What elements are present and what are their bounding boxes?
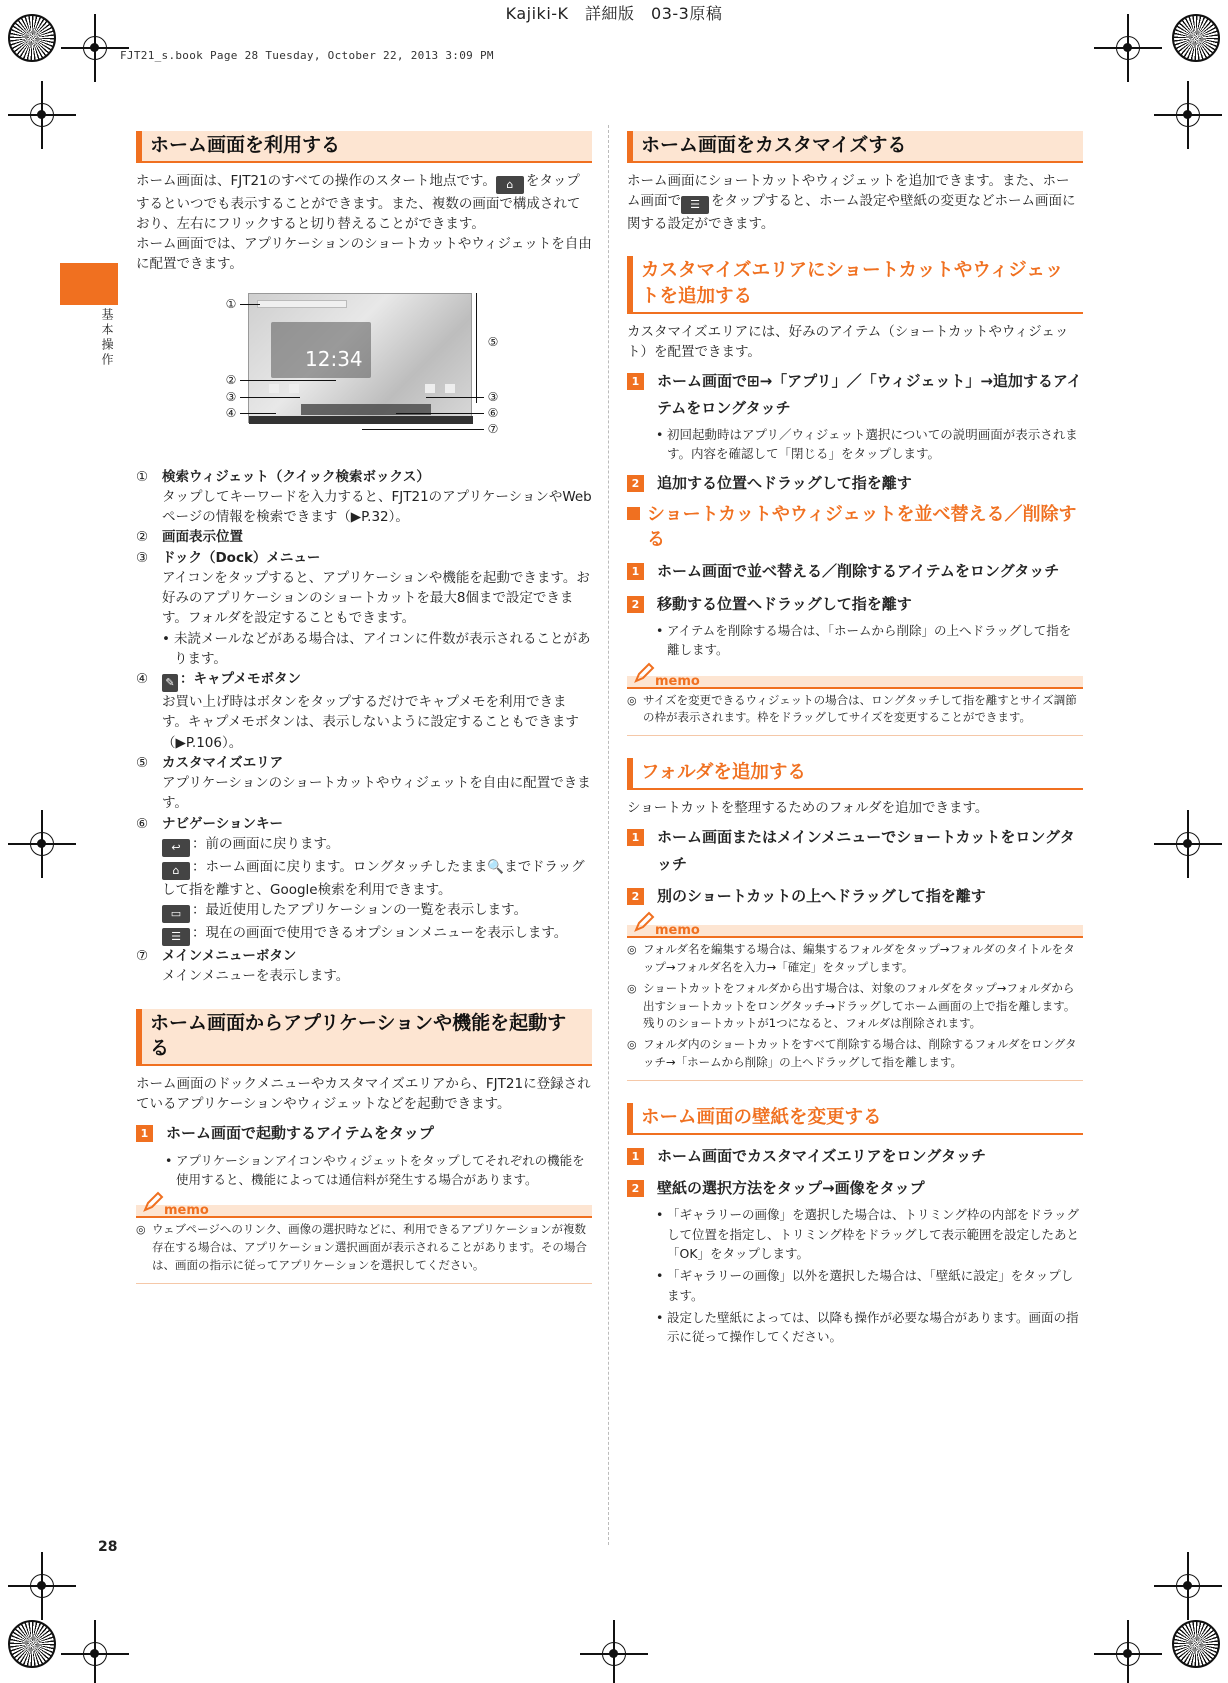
item-number: ④ — [136, 671, 149, 688]
crop-mark — [22, 824, 62, 864]
square-marker — [627, 507, 640, 520]
step-number: 1 — [627, 563, 644, 580]
text: ホーム画面にショートカットやウィジェットを追加できます。また、ホーム画面で — [627, 172, 1070, 209]
search-widget — [257, 300, 347, 308]
memo-item: ◎ ウェブページへのリンク、画像の選択時などに、利用できるアプリケーションが複数存在する場合は、アプリケーション選択画面が表示されることがあります。その場合は、画面の指示に従ってアプリケーションを選択してください。 — [136, 1221, 592, 1274]
text: ：最近使用したアプリケーションの一覧を表示します。 — [192, 902, 528, 919]
step-note: • 「ギャラリーの画像」以外を選択した場合は、「壁紙に設定」をタップします。 — [627, 1266, 1083, 1305]
item-bullet: • 未読メールなどがある場合は、アイコンに件数が表示されることがあります。 — [162, 629, 592, 670]
step-1 — [627, 558, 1083, 584]
step-number: 1 — [136, 1125, 153, 1142]
step-text: 追加する位置へドラッグして指を離す — [657, 473, 912, 492]
step-number: 1 — [627, 373, 644, 390]
nav-back-row — [162, 834, 592, 857]
memo-label: memo — [164, 1203, 209, 1219]
callout-4: ④ — [225, 405, 237, 420]
item-title: カスタマイズエリア — [162, 754, 284, 771]
crop-mark — [1108, 1634, 1148, 1674]
step-2 — [627, 591, 1083, 617]
crop-mark — [594, 1634, 634, 1674]
item-desc: メインメニューを表示します。 — [162, 968, 350, 985]
navigation-bar — [249, 416, 473, 424]
item-desc: お買い上げ時はボタンをタップするだけでキャプメモを利用できます。キャプメモボタンは、表示しないように設定することもできます（▶P.106）。 — [162, 694, 579, 751]
text: をタップすると、ホーム設定や壁紙の変更などホーム画面に関する設定ができます。 — [627, 192, 1076, 232]
pencil-icon — [633, 911, 655, 933]
left-column — [136, 131, 592, 1284]
step-note: • アイテムを削除する場合は、「ホームから削除」の上へドラッグして指を離します。 — [627, 621, 1083, 660]
step-number: 2 — [627, 888, 644, 905]
apps-grid-icon: ⊞ — [747, 372, 760, 391]
text: ：現在の画面で使用できるオプションメニューを表示します。 — [192, 925, 568, 942]
item-desc: アプリケーションのショートカットやウィジェットを自由に配置できます。 — [162, 775, 591, 812]
legend-item-3 — [136, 548, 592, 670]
item-title: ：キャプメモボタン — [180, 671, 301, 688]
crop-mark — [1168, 95, 1208, 135]
memo-item: ◎ フォルダ内のショートカットをすべて削除する場合は、削除するフォルダをロングタッチ→「ホームから削除」の上へドラッグして指を離します。 — [627, 1036, 1083, 1072]
step-text: →「アプリ」／「ウィジェット」→追加するアイテムをロングタッチ — [657, 372, 1082, 417]
text: ：ホーム画面に戻ります。ロングタッチしたまま — [192, 858, 488, 875]
home-key-icon: ⌂ — [496, 176, 524, 194]
text: をタップするといつでも表示することができます。また、複数の画面で構成されており、左右にフリックすると切り替えることができます。 — [136, 172, 581, 232]
crop-mark — [1108, 28, 1148, 68]
pencil-icon — [142, 1191, 164, 1213]
step-number: 2 — [627, 1180, 644, 1197]
memo-header — [627, 673, 1083, 689]
memo-label: memo — [655, 923, 700, 939]
item-title: 検索ウィジェット（クイック検索ボックス） — [162, 468, 430, 485]
section-title: ホーム画面を利用する — [136, 131, 592, 163]
step-1 — [627, 824, 1083, 877]
callout-3b: ③ — [487, 389, 499, 404]
crop-mark — [75, 28, 115, 68]
chapter-label: 基本操作 — [100, 308, 114, 368]
step-text: ホーム画面で — [657, 372, 748, 391]
step-number: 2 — [627, 596, 644, 613]
crop-mark — [1168, 1566, 1208, 1606]
step-2 — [627, 470, 1083, 496]
legend-item-1 — [136, 467, 592, 528]
step-note: • 初回起動時はアプリ／ウィジェット選択についての説明画面が表示されます。内容を確認して「閉じる」をタップします。 — [627, 425, 1083, 464]
paragraph: ショートカットを整理するためのフォルダを追加できます。 — [627, 800, 989, 817]
memo-label: memo — [655, 673, 700, 689]
callout-5: ⑤ — [487, 334, 499, 349]
capmemo-icon: ✎ — [162, 674, 178, 692]
step-text: ホーム画面またはメインメニューでショートカットをロングタッチ — [657, 828, 1075, 873]
crop-mark — [22, 95, 62, 135]
app-icon — [425, 384, 435, 393]
step-note: • アプリケーションアイコンやウィジェットをタップしてそれぞれの機能を使用すると、機能によっては通信料が発生する場合があります。 — [136, 1151, 592, 1190]
callout-7: ⑦ — [487, 421, 499, 436]
step-1 — [627, 1143, 1083, 1169]
right-column — [627, 131, 1083, 1350]
paragraph: カスタマイズエリアには、好みのアイテム（ショートカットやウィジェット）を配置できます。 — [627, 323, 1069, 361]
step-number: 1 — [627, 1148, 644, 1165]
paragraph: ホーム画面のドックメニューやカスタマイズエリアから、FJT21に登録されているアプリケーションやウィジェットなどを起動できます。 — [136, 1075, 591, 1113]
item-number: ② — [136, 529, 149, 546]
registration-star-mark — [1172, 1620, 1220, 1668]
crop-mark — [75, 1634, 115, 1674]
nav-menu-row — [162, 923, 592, 946]
clock-time: 12:34 — [305, 346, 363, 371]
legend-item-4 — [136, 669, 592, 753]
item-number: ⑤ — [136, 754, 149, 771]
crop-mark — [22, 1566, 62, 1606]
app-icon — [289, 384, 299, 393]
text: ホーム画面は、FJT21のすべての操作のスタート地点です。 — [136, 172, 496, 189]
item-title: 画面表示位置 — [162, 529, 243, 546]
step-1 — [136, 1120, 592, 1146]
search-icon: 🔍 — [487, 858, 505, 875]
memo-item: ◎ ショートカットをフォルダから出す場合は、対象のフォルダをタップ→フォルダから出すショートカットをロングタッチ→ドラッグしてホーム画面の上で指を離します。残りのショートカットが1つになると、フォルダは削除されます。 — [627, 980, 1083, 1033]
app-icon — [445, 384, 455, 393]
step-text: ホーム画面で並べ替える／削除するアイテムをロングタッチ — [657, 562, 1060, 581]
column-divider — [608, 125, 609, 1545]
text: ショートカットやウィジェットを並べ替える／削除する — [647, 503, 1077, 551]
step-note: • 設定した壁紙によっては、以降も操作が必要な場合があります。画面の指示に従って操作してください。 — [627, 1308, 1083, 1347]
item-number: ⑥ — [136, 815, 149, 832]
menu-key-icon: ☰ — [162, 928, 190, 946]
memo-item: ◎ フォルダ名を編集する場合は、編集するフォルダをタップ→フォルダのタイトルをタップ→フォルダ名を入力→「確定」をタップします。 — [627, 941, 1083, 977]
paragraph — [627, 171, 1083, 235]
step-text: ホーム画面で起動するアイテムをタップ — [166, 1124, 434, 1143]
item-title: ドック（Dock）メニュー — [162, 549, 321, 566]
memo-item: ◎ サイズを変更できるウィジェットの場合は、ロングタッチして指を離すとサイズ調節の枠が表示されます。枠をドラッグしてサイズを変更することができます。 — [627, 692, 1083, 728]
step-text: 別のショートカットの上へドラッグして指を離す — [657, 886, 986, 905]
memo-header — [136, 1205, 592, 1218]
subsection-title: フォルダを追加する — [627, 758, 1083, 790]
legend-item-7 — [136, 946, 592, 987]
home-key-icon: ⌂ — [162, 862, 190, 880]
paragraph: ホーム画面では、アプリケーションのショートカットやウィジェットを自由に配置できます。 — [136, 236, 592, 273]
step-2 — [627, 883, 1083, 909]
tablet-screenshot — [248, 293, 472, 423]
subsection-title: ホーム画面の壁紙を変更する — [627, 1103, 1083, 1135]
book-info: FJT21_s.book Page 28 Tuesday, October 22, 2013 3:09 PM — [120, 49, 494, 62]
callout-1: ① — [225, 296, 237, 311]
item-number: ⑦ — [136, 948, 149, 965]
section-title: ホーム画面からアプリケーションや機能を起動する — [136, 1009, 592, 1066]
callout-6: ⑥ — [487, 405, 499, 420]
nav-home-row — [162, 857, 592, 900]
subsection-title — [627, 502, 1083, 552]
step-note: • 「ギャラリーの画像」を選択した場合は、トリミング枠の内部をドラッグして位置を指定し、トリミング枠をドラッグして表示範囲を設定したあと「OK」をタップします。 — [627, 1205, 1083, 1263]
nav-recent-row — [162, 900, 592, 923]
registration-star-mark — [8, 1620, 56, 1668]
chapter-tab — [60, 263, 118, 305]
step-text: ホーム画面でカスタマイズエリアをロングタッチ — [657, 1146, 986, 1165]
registration-star-mark — [8, 14, 56, 62]
item-desc: タップしてキーワードを入力すると、FJT21のアプリケーションやWebページの情報を検索できます（▶P.32）。 — [162, 488, 592, 526]
subsection-title: カスタマイズエリアにショートカットやウィジェットを追加する — [627, 256, 1083, 314]
app-icon — [269, 384, 279, 393]
step-text: 壁紙の選択方法をタップ→画像をタップ — [657, 1178, 925, 1197]
item-number: ① — [136, 468, 149, 485]
step-number: 1 — [627, 829, 644, 846]
legend-item-6 — [136, 814, 592, 947]
page-header: Kajiki-K 詳細版 03-3原稿 — [505, 4, 723, 23]
step-2 — [627, 1175, 1083, 1201]
home-screen-figure — [136, 285, 592, 455]
text: ：前の画面に戻ります。 — [192, 835, 340, 852]
back-key-icon: ↩ — [162, 839, 190, 857]
step-text: 移動する位置へドラッグして指を離す — [657, 594, 912, 613]
item-desc: アイコンをタップすると、アプリケーションや機能を起動できます。お好みのアプリケーションのショートカットを最大8個まで設定できます。フォルダを設定することもできます。 — [162, 569, 590, 627]
menu-key-icon: ☰ — [681, 196, 709, 214]
legend-item-2 — [136, 527, 592, 547]
pencil-icon — [633, 662, 655, 684]
paragraph — [136, 171, 592, 235]
text: までドラッグして指を離すと、Google検索を利用できます。 — [162, 858, 585, 898]
crop-mark — [1168, 824, 1208, 864]
item-title: メインメニューボタン — [162, 948, 297, 965]
registration-star-mark — [1172, 14, 1220, 62]
page-number: 28 — [98, 1539, 118, 1555]
callout-2: ② — [225, 372, 237, 387]
step-number: 2 — [627, 475, 644, 492]
memo-header — [627, 925, 1083, 938]
item-number: ③ — [136, 549, 149, 566]
recent-apps-key-icon: ▭ — [162, 905, 190, 923]
callout-3: ③ — [225, 389, 237, 404]
item-title: ナビゲーションキー — [162, 815, 283, 832]
step-1 — [627, 368, 1083, 421]
legend-item-5 — [136, 753, 592, 814]
section-title: ホーム画面をカスタマイズする — [627, 131, 1083, 163]
